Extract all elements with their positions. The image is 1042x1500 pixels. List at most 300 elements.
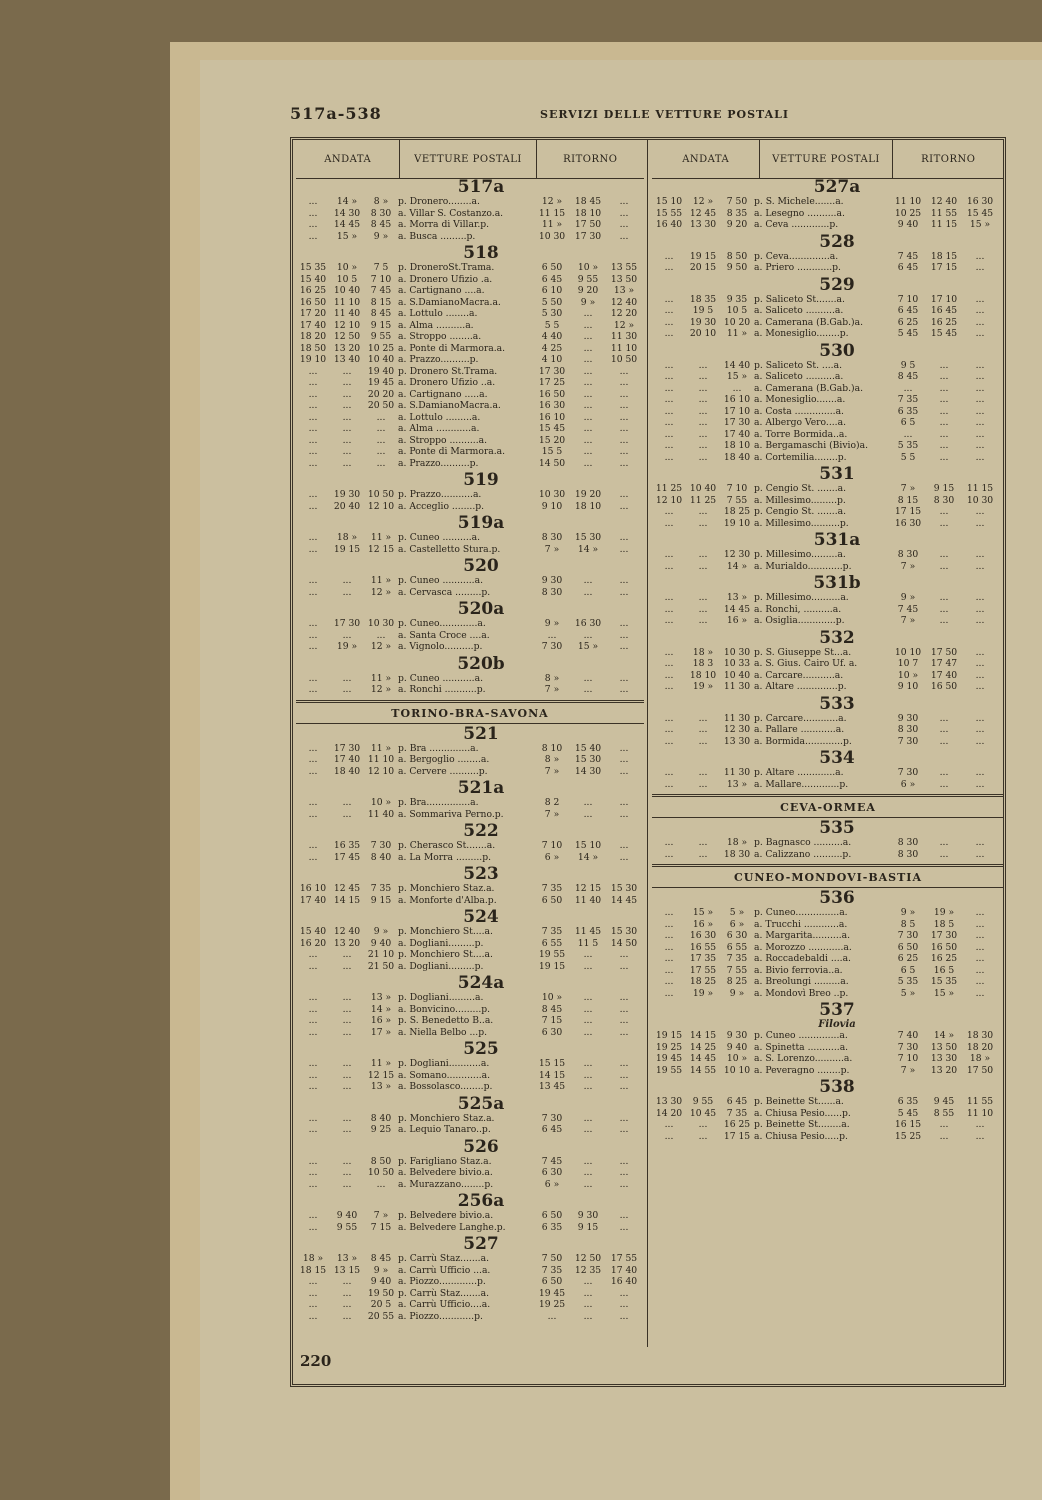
stop-name: a. Niella Belbo ...p. bbox=[398, 1026, 488, 1038]
time-cell: 11 10 bbox=[367, 754, 395, 765]
time-cell: 8 » bbox=[373, 196, 389, 207]
time-cell: 14 40 bbox=[723, 359, 751, 371]
stop-name: p. Cengio St. .......a. bbox=[754, 506, 847, 517]
time-cell: ... bbox=[975, 549, 985, 560]
time-cell: ... bbox=[376, 434, 386, 446]
time-cell: 9 5 bbox=[900, 359, 916, 371]
time-cell: 12 40 bbox=[610, 296, 638, 308]
stop-name: a. Bossolasco........p. bbox=[398, 1081, 493, 1092]
time-cell: 17 40 bbox=[723, 428, 751, 440]
time-cell: 18 40 bbox=[723, 451, 751, 463]
time-cell: 17 25 bbox=[538, 377, 566, 388]
schedule-row bbox=[296, 208, 644, 220]
time-cell: ... bbox=[664, 615, 674, 626]
time-cell: 18 20 bbox=[299, 331, 327, 342]
schedule-row bbox=[296, 1015, 644, 1027]
stop-name: p. Beinette St......a. bbox=[754, 1096, 844, 1107]
time-cell: ... bbox=[308, 434, 318, 446]
stop-name: p. Monchiero Staz.a. bbox=[398, 883, 495, 894]
time-cell: 6 50 bbox=[541, 894, 563, 906]
time-cell: ... bbox=[975, 1119, 985, 1130]
stop-name: a. Chiusa Pesio.....p. bbox=[754, 1130, 848, 1142]
route-number: 520a bbox=[457, 599, 505, 619]
schedule-row bbox=[652, 483, 1004, 495]
time-cell: ... bbox=[619, 196, 629, 207]
time-cell: 11 5 bbox=[577, 937, 599, 949]
time-cell: ... bbox=[308, 400, 318, 411]
time-cell: 16 10 bbox=[723, 394, 751, 405]
time-cell: 15 10 bbox=[655, 196, 683, 207]
stop-name: a. Prazzo..........p. bbox=[398, 457, 479, 469]
time-cell: 14 » bbox=[726, 560, 748, 572]
route-number: 535 bbox=[819, 818, 855, 838]
time-cell: ... bbox=[664, 1119, 674, 1130]
time-cell: 9 20 bbox=[577, 285, 599, 296]
route-number: 521a bbox=[457, 778, 505, 798]
stop-name: a. Millesimo..........p. bbox=[754, 517, 849, 529]
schedule-row bbox=[296, 766, 644, 778]
time-cell: ... bbox=[583, 388, 593, 400]
time-cell: ... bbox=[308, 411, 318, 423]
time-cell: ... bbox=[308, 1155, 318, 1167]
time-cell: ... bbox=[975, 735, 985, 747]
stop-name: a. Cartignano .....a. bbox=[398, 388, 488, 400]
schedule-row bbox=[652, 1131, 1004, 1143]
time-cell: ... bbox=[308, 992, 318, 1003]
time-cell: ... bbox=[583, 319, 593, 331]
time-cell: ... bbox=[619, 1124, 629, 1135]
time-cell: ... bbox=[583, 377, 593, 388]
stop-name: p. Bagnasco ..........a. bbox=[754, 837, 852, 848]
time-cell: ... bbox=[583, 1015, 593, 1026]
time-cell: 15 » bbox=[969, 219, 991, 230]
time-cell: 6 30 bbox=[541, 1167, 563, 1178]
time-cell: ... bbox=[342, 992, 352, 1003]
time-cell: 18 3 bbox=[692, 658, 714, 669]
time-cell: 18 20 bbox=[966, 1041, 994, 1053]
time-cell: 10 50 bbox=[367, 489, 395, 500]
stop-name: a. Lequio Tanaro..p. bbox=[398, 1124, 491, 1135]
stop-name: a. Dronero Ufizio .a. bbox=[398, 273, 493, 285]
time-cell: ... bbox=[308, 1003, 318, 1015]
time-cell: ... bbox=[664, 417, 674, 428]
time-cell: 17 30 bbox=[333, 618, 361, 629]
andata-header: ANDATA bbox=[296, 140, 400, 178]
schedule-row bbox=[652, 919, 1004, 931]
time-cell: 10 40 bbox=[723, 669, 751, 681]
time-cell: 18 » bbox=[302, 1253, 324, 1264]
time-cell: ... bbox=[308, 618, 318, 629]
time-cell: 9 » bbox=[373, 230, 389, 242]
schedule-row bbox=[296, 684, 644, 696]
time-cell: 7 10 bbox=[370, 273, 392, 285]
time-cell: 21 50 bbox=[367, 960, 395, 972]
time-cell: ... bbox=[664, 681, 674, 692]
time-cell: 15 30 bbox=[610, 926, 638, 937]
time-cell: 7 » bbox=[544, 765, 560, 777]
time-cell: 17 47 bbox=[930, 658, 958, 669]
time-cell: 13 30 bbox=[689, 219, 717, 230]
schedule-row bbox=[296, 544, 644, 556]
route-number: 519 bbox=[463, 470, 499, 490]
stop-name: a. Torre Bormida..a. bbox=[754, 428, 848, 440]
stop-name: a. Camerana (B.Gab.)a. bbox=[754, 316, 864, 328]
stop-name: a. Santa Croce ....a. bbox=[398, 629, 490, 641]
schedule-row bbox=[296, 412, 644, 424]
schedule-row bbox=[296, 1210, 644, 1222]
time-cell: 11 » bbox=[370, 672, 392, 684]
vetture-header: VETTURE POSTALI bbox=[760, 140, 892, 178]
time-cell: 6 30 bbox=[541, 1026, 563, 1038]
time-cell: 5 35 bbox=[897, 976, 919, 987]
schedule-row bbox=[652, 604, 1004, 616]
time-cell: ... bbox=[308, 1124, 318, 1135]
time-cell: ... bbox=[342, 365, 352, 377]
schedule-row bbox=[296, 435, 644, 447]
stop-name: a. Bormida.............p. bbox=[754, 735, 852, 747]
time-cell: ... bbox=[975, 681, 985, 692]
stop-name: p. Carcare............a. bbox=[754, 712, 847, 724]
time-cell: ... bbox=[619, 1221, 629, 1233]
time-cell: ... bbox=[342, 446, 352, 457]
time-cell: ... bbox=[975, 305, 985, 316]
time-cell: ... bbox=[975, 1130, 985, 1142]
time-cell: 19 5 bbox=[692, 305, 714, 316]
schedule-row bbox=[296, 1288, 644, 1300]
time-cell: 15 35 bbox=[299, 262, 327, 273]
time-cell: 11 » bbox=[370, 532, 392, 543]
time-cell: ... bbox=[308, 207, 318, 219]
time-cell: 9 40 bbox=[726, 1041, 748, 1053]
route-block bbox=[652, 820, 1004, 860]
time-cell: ... bbox=[583, 672, 593, 684]
time-cell: ... bbox=[619, 1112, 629, 1124]
time-cell: ... bbox=[342, 1299, 352, 1310]
time-cell: 8 30 bbox=[897, 848, 919, 860]
time-cell: ... bbox=[975, 451, 985, 463]
time-cell: 12 30 bbox=[723, 724, 751, 735]
time-cell: 15 15 bbox=[538, 1058, 566, 1069]
time-cell: 18 10 bbox=[689, 669, 717, 681]
page-number: 220 bbox=[300, 1352, 332, 1370]
time-cell: ... bbox=[975, 382, 985, 394]
time-cell: ... bbox=[698, 451, 708, 463]
time-cell: ... bbox=[308, 629, 318, 641]
time-cell: ... bbox=[619, 500, 629, 512]
time-cell: ... bbox=[308, 1287, 318, 1299]
time-cell: 18 30 bbox=[966, 1030, 994, 1041]
time-cell: ... bbox=[308, 1167, 318, 1178]
route-block bbox=[652, 890, 1004, 999]
route-block bbox=[652, 340, 1004, 464]
stop-name: a. Margarita..........a. bbox=[754, 930, 851, 941]
time-cell: 8 30 bbox=[897, 837, 919, 848]
time-cell: ... bbox=[308, 949, 318, 960]
time-cell: ... bbox=[308, 457, 318, 469]
time-cell: 16 50 bbox=[538, 388, 566, 400]
time-cell: ... bbox=[619, 207, 629, 219]
time-cell: 16 » bbox=[692, 918, 714, 930]
schedule-row bbox=[296, 641, 644, 653]
time-cell: 5 45 bbox=[897, 328, 919, 339]
stop-name: a. Monesiglio........p. bbox=[754, 328, 849, 339]
schedule-row bbox=[296, 809, 644, 821]
schedule-row bbox=[296, 219, 644, 231]
time-cell: 9 30 bbox=[541, 575, 563, 586]
page-header bbox=[290, 104, 1010, 134]
time-cell: 7 30 bbox=[541, 641, 563, 652]
time-cell: ... bbox=[939, 428, 949, 440]
time-cell: 8 30 bbox=[933, 494, 955, 506]
time-cell: ... bbox=[939, 848, 949, 860]
time-cell: 11 » bbox=[370, 742, 392, 754]
time-cell: 9 55 bbox=[577, 273, 599, 285]
time-cell: 7 30 bbox=[541, 1112, 563, 1124]
time-cell: ... bbox=[975, 293, 985, 305]
time-cell: ... bbox=[619, 754, 629, 765]
schedule-row bbox=[296, 852, 644, 864]
time-cell: 12 10 bbox=[367, 500, 395, 512]
time-cell: 8 35 bbox=[726, 207, 748, 219]
time-cell: ... bbox=[664, 778, 674, 790]
time-cell: 17 30 bbox=[538, 365, 566, 377]
time-cell: ... bbox=[342, 1026, 352, 1038]
time-cell: ... bbox=[583, 1058, 593, 1069]
route-block bbox=[652, 231, 1004, 274]
stop-name: a. Monforte d'Alba.p. bbox=[398, 894, 497, 906]
time-cell: 14 30 bbox=[333, 207, 361, 219]
time-cell: 18 » bbox=[726, 837, 748, 848]
time-cell: ... bbox=[975, 669, 985, 681]
stop-name: a. Carcare...........a. bbox=[754, 669, 844, 681]
time-cell: 14 15 bbox=[538, 1069, 566, 1081]
time-cell: 10 30 bbox=[367, 618, 395, 629]
time-cell: ... bbox=[975, 603, 985, 615]
schedule-row bbox=[296, 949, 644, 961]
time-cell: ... bbox=[619, 532, 629, 543]
time-cell: 7 40 bbox=[897, 1030, 919, 1041]
time-cell: ... bbox=[698, 603, 708, 615]
time-cell: ... bbox=[583, 1276, 593, 1287]
time-cell: 10 25 bbox=[367, 342, 395, 354]
time-cell: ... bbox=[664, 394, 674, 405]
time-cell: 19 » bbox=[336, 641, 358, 652]
time-cell: ... bbox=[975, 506, 985, 517]
time-cell: ... bbox=[342, 960, 352, 972]
time-cell: 18 5 bbox=[933, 918, 955, 930]
time-cell: ... bbox=[975, 658, 985, 669]
time-cell: 17 55 bbox=[689, 964, 717, 976]
time-cell: ... bbox=[698, 837, 708, 848]
time-cell: ... bbox=[308, 1276, 318, 1287]
schedule-row bbox=[296, 423, 644, 435]
time-cell: 12 40 bbox=[333, 926, 361, 937]
time-cell: 9 55 bbox=[370, 331, 392, 342]
time-cell: ... bbox=[376, 629, 386, 641]
route-block bbox=[296, 1136, 644, 1191]
time-cell: 20 15 bbox=[689, 262, 717, 273]
route-number: 534 bbox=[819, 748, 855, 768]
schedule-row bbox=[652, 647, 1004, 659]
time-cell: ... bbox=[619, 672, 629, 684]
time-cell: 14 45 bbox=[723, 603, 751, 615]
time-cell: 7 30 bbox=[370, 840, 392, 851]
time-cell: ... bbox=[664, 371, 674, 382]
schedule-row bbox=[652, 953, 1004, 965]
time-cell: ... bbox=[698, 394, 708, 405]
time-cell: 6 55 bbox=[726, 941, 748, 953]
time-cell: ... bbox=[583, 446, 593, 457]
route-number: 531a bbox=[813, 530, 861, 550]
time-cell: ... bbox=[619, 618, 629, 629]
time-cell: 17 45 bbox=[333, 851, 361, 863]
time-cell: 6 35 bbox=[897, 405, 919, 417]
schedule-row bbox=[296, 1156, 644, 1168]
time-cell: 12 10 bbox=[333, 319, 361, 331]
time-cell: ... bbox=[664, 592, 674, 603]
time-cell: 10 25 bbox=[894, 207, 922, 219]
time-cell: ... bbox=[619, 388, 629, 400]
time-cell: ... bbox=[583, 949, 593, 960]
schedule-row bbox=[296, 575, 644, 587]
time-cell: ... bbox=[342, 1276, 352, 1287]
schedule-row bbox=[296, 400, 644, 412]
time-cell: ... bbox=[308, 840, 318, 851]
time-cell: ... bbox=[664, 250, 674, 262]
time-cell: ... bbox=[308, 851, 318, 863]
time-cell: 6 » bbox=[900, 778, 916, 790]
time-cell: 15 » bbox=[933, 987, 955, 999]
time-cell: 11 10 bbox=[333, 296, 361, 308]
time-cell: 19 20 bbox=[574, 489, 602, 500]
time-cell: 5 45 bbox=[897, 1107, 919, 1119]
stop-name: a. Cortemilia........p. bbox=[754, 451, 847, 463]
time-cell: ... bbox=[308, 672, 318, 684]
time-cell: ... bbox=[342, 575, 352, 586]
stop-name: a. Ceva .............p. bbox=[754, 219, 839, 230]
time-cell: 12 » bbox=[370, 684, 392, 695]
time-cell: ... bbox=[619, 1026, 629, 1038]
time-cell: ... bbox=[308, 1178, 318, 1190]
schedule-row bbox=[652, 658, 1004, 670]
time-cell: 13 30 bbox=[655, 1096, 683, 1107]
time-cell: ... bbox=[975, 837, 985, 848]
time-cell: 18 10 bbox=[574, 500, 602, 512]
time-cell: 16 55 bbox=[689, 941, 717, 953]
time-cell: 11 25 bbox=[655, 483, 683, 494]
stop-name: a. Mondovì Breo ..p. bbox=[754, 987, 849, 999]
time-cell: 12 45 bbox=[333, 883, 361, 894]
time-cell: 19 15 bbox=[538, 960, 566, 972]
time-cell: 17 50 bbox=[966, 1064, 994, 1076]
time-cell: 16 30 bbox=[538, 400, 566, 411]
time-cell: 16 45 bbox=[930, 305, 958, 316]
time-cell: 10 7 bbox=[897, 658, 919, 669]
schedule-row bbox=[652, 1053, 1004, 1065]
time-cell: 15 » bbox=[726, 371, 748, 382]
time-cell: 11 10 bbox=[966, 1107, 994, 1119]
time-cell: 7 35 bbox=[370, 883, 392, 894]
time-cell: 6 25 bbox=[897, 316, 919, 328]
stop-name: a. Millesimo.........p. bbox=[754, 494, 846, 506]
schedule-row bbox=[296, 1004, 644, 1016]
time-cell: ... bbox=[342, 1167, 352, 1178]
stop-name: p. Cuneo ...........a. bbox=[398, 672, 483, 684]
time-cell: ... bbox=[939, 359, 949, 371]
time-cell: 13 55 bbox=[610, 262, 638, 273]
stop-name: a. Stroppo ..........a. bbox=[398, 434, 488, 446]
time-cell: ... bbox=[664, 328, 674, 339]
time-cell: 12 20 bbox=[610, 308, 638, 319]
time-cell: ... bbox=[342, 1003, 352, 1015]
stop-name: a. S. Lorenzo..........a. bbox=[754, 1053, 853, 1064]
time-cell: ... bbox=[619, 765, 629, 777]
time-cell: 11 10 bbox=[894, 196, 922, 207]
time-cell: 5 » bbox=[729, 907, 745, 918]
time-cell: 9 » bbox=[544, 618, 560, 629]
time-cell: 12 » bbox=[692, 196, 714, 207]
divider bbox=[296, 700, 644, 703]
stop-name: a. Breolungi .........a. bbox=[754, 976, 849, 987]
time-cell: ... bbox=[903, 428, 913, 440]
time-cell: 15 20 bbox=[538, 434, 566, 446]
time-cell: ... bbox=[308, 742, 318, 754]
stop-name: p. Cuneo...............a. bbox=[754, 907, 848, 918]
time-cell: 10 » bbox=[370, 797, 392, 808]
stop-name: a. Trucchi ............a. bbox=[754, 918, 848, 930]
time-cell: 17 40 bbox=[299, 319, 327, 331]
stop-name: p. DroneroSt.Trama. bbox=[398, 262, 495, 273]
time-cell: ... bbox=[619, 797, 629, 808]
time-cell: ... bbox=[308, 1015, 318, 1026]
time-cell: ... bbox=[664, 767, 674, 778]
time-cell: 19 25 bbox=[538, 1299, 566, 1310]
stop-name: a. Ponte di Marmora.a. bbox=[398, 342, 506, 354]
time-cell: 14 45 bbox=[333, 219, 361, 230]
schedule-row bbox=[296, 377, 644, 389]
time-cell: 15 5 bbox=[541, 446, 563, 457]
time-cell: 7 30 bbox=[897, 1041, 919, 1053]
time-cell: ... bbox=[308, 765, 318, 777]
time-cell: 13 20 bbox=[333, 937, 361, 949]
time-cell: ... bbox=[698, 1130, 708, 1142]
time-cell: ... bbox=[583, 457, 593, 469]
time-cell: 15 40 bbox=[299, 273, 327, 285]
time-cell: 17 35 bbox=[689, 953, 717, 964]
time-cell: ... bbox=[308, 575, 318, 586]
time-cell: 9 15 bbox=[577, 1221, 599, 1233]
time-cell: 13 30 bbox=[723, 735, 751, 747]
schedule-row bbox=[296, 1113, 644, 1125]
time-cell: ... bbox=[583, 400, 593, 411]
time-cell: ... bbox=[308, 377, 318, 388]
time-cell: 16 30 bbox=[966, 196, 994, 207]
time-cell: ... bbox=[308, 196, 318, 207]
time-cell: ... bbox=[342, 388, 352, 400]
route-block bbox=[296, 1041, 644, 1093]
ritorno-header: RITORNO bbox=[563, 153, 618, 165]
time-cell: ... bbox=[308, 960, 318, 972]
stop-name: a. Calizzano ..........p. bbox=[754, 848, 852, 860]
schedule-row bbox=[296, 231, 644, 243]
time-cell: 19 » bbox=[692, 987, 714, 999]
time-cell: 10 33 bbox=[723, 658, 751, 669]
route-block bbox=[296, 866, 644, 906]
time-cell: 6 50 bbox=[897, 941, 919, 953]
time-cell: ... bbox=[342, 1081, 352, 1092]
route-block bbox=[296, 823, 644, 863]
time-cell: 13 30 bbox=[930, 1053, 958, 1064]
